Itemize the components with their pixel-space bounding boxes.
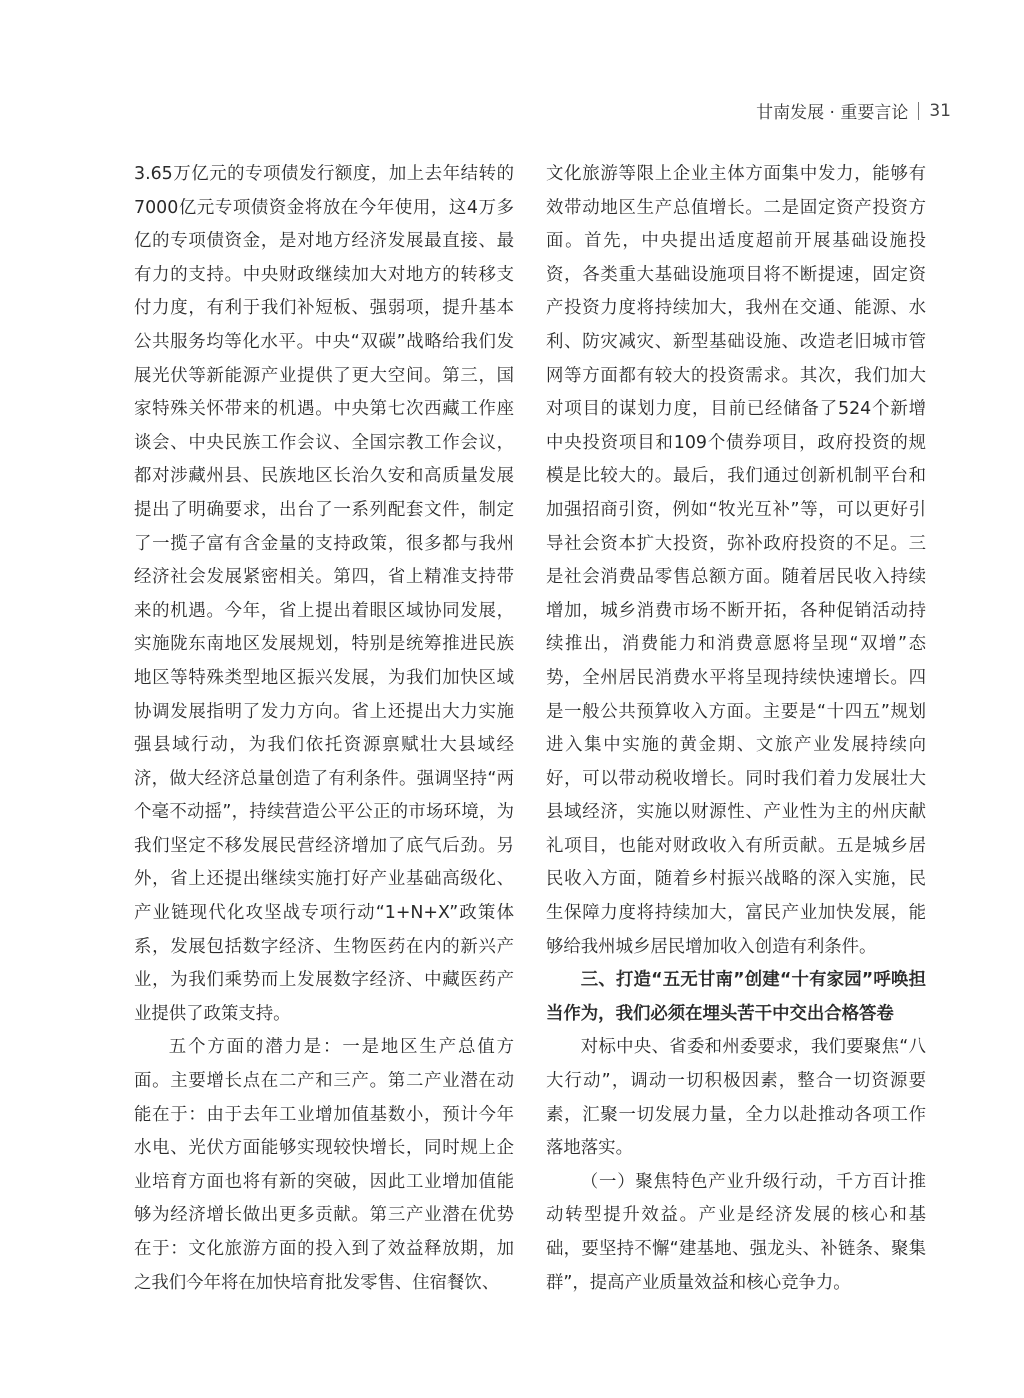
section-title: 甘南发展 · 重要言论 [756, 103, 909, 123]
left-column [134, 158, 514, 1300]
paragraph-continued: 3.65万亿元的专项债发行额度，加上去年结转的7000亿元专项债资金将放在今年使用，这4万多亿的专项债资金，是对地方经济发展最直接、最有力的支持。中央财政继续加大对地方的转移支付力度，有利于我们补短板、强弱项，提升基本公共服务均等化水平。中央“双碳”战略给我们发展光伏等新能源产业提供了更大空间。第三，国家特殊关怀带来的机遇。中央第七次西藏工作座谈会、中央民族工作会议、全国宗教工作会议，都对涉藏州县、民族地区长治久安和高质量发展提出了明确要求，出台了一系列配套文件，制定了一揽子富有含金量的支持政策，很多都与我州经济社会发展紧密相关。第四，省上精准支持带来的机遇。今年，省上提出着眼区域协同发展，实施陇东南地区发展规划，特别是统筹推进民族地区等特殊类型地区振兴发展，为我们加快区域协调发展指明了发力方向。省上还提出大力实施强县域行动，为我们依托资源禀赋壮大县域经济，做大经济总量创造了有利条件。强调坚持“两个毫不动摇”，持续营造公平公正的市场环境，为我们坚定不移发展民营经济增加了底气后劲。另外，省上还提出继续实施打好产业基础高级化、产业链现代化攻坚战专项行动“1+N+X”政策体系，发展包括数字经济、生物医药在内的新兴产业，为我们乘势而上发展数字经济、中藏医药产业提供了政策支持。 [134, 164, 514, 1024]
section-heading: 三、打造“五无甘南”创建“十有家园”呼唤担当作为，我们必须在埋头苦干中交出合格答卷 [546, 970, 926, 1024]
header-divider [918, 102, 919, 120]
running-header [756, 98, 951, 123]
paragraph-industry: （一）聚焦特色产业升级行动，千方百计推动转型提升效益。产业是经济发展的核心和基础，要坚持不懈“建基地、强龙头、补链条、聚集群”，提高产业质量效益和核心竞争力。 [546, 1171, 926, 1293]
paragraph-continued-right: 文化旅游等限上企业主体方面集中发力，能够有效带动地区生产总值增长。二是固定资产投资方面。首先，中央提出适度超前开展基础设施投资，各类重大基础设施项目将不断提速，固定资产投资力度将持续加大，我州在交通、能源、水利、防灾减灾、新型基础设施、改造老旧城市管网等方面都有较大的投资需求。其次，我们加大对项目的谋划力度，目前已经储备了524个新增中央投资项目和109个债券项目，政府投资的规模是比较大的。最后，我们通过创新机制平台和加强招商引资，例如“牧光互补”等，可以更好引导社会资本扩大投资，弥补政府投资的不足。三是社会消费品零售总额方面。随着居民收入持续增加，城乡消费市场不断开拓，各种促销活动持续推出，消费能力和消费意愿将呈现“双增”态势，全州居民消费水平将呈现持续快速增长。四是一般公共预算收入方面。主要是“十四五”规划进入集中实施的黄金期、文旅产业发展持续向好，可以带动税收增长。同时我们着力发展壮大县域经济，实施以财源性、产业性为主的州庆献礼项目，也能对财政收入有所贡献。五是城乡居民收入方面，随着乡村振兴战略的深入实施，民生保障力度将持续加大，富民产业加快发展，能够给我州城乡居民增加收入创造有利条件。 [546, 164, 926, 957]
right-column [546, 158, 926, 1300]
page-number: 31 [929, 100, 951, 121]
paragraph-requirements: 对标中央、省委和州委要求，我们要聚焦“八大行动”，调动一切积极因素，整合一切资源要素，汇聚一切发展力量，全力以赴推动各项工作落地落实。 [546, 1037, 926, 1159]
paragraph-potential: 五个方面的潜力是：一是地区生产总值方面。主要增长点在二产和三产。第二产业潜在动能在于：由于去年工业增加值基数小，预计今年水电、光伏方面能够实现较快增长，同时规上企业培育方面也将有新的突破，因此工业增加值能够为经济增长做出更多贡献。第三产业潜在优势在于：文化旅游方面的投入到了效益释放期，加之我们今年将在加快培育批发零售、住宿餐饮、 [134, 1037, 514, 1293]
